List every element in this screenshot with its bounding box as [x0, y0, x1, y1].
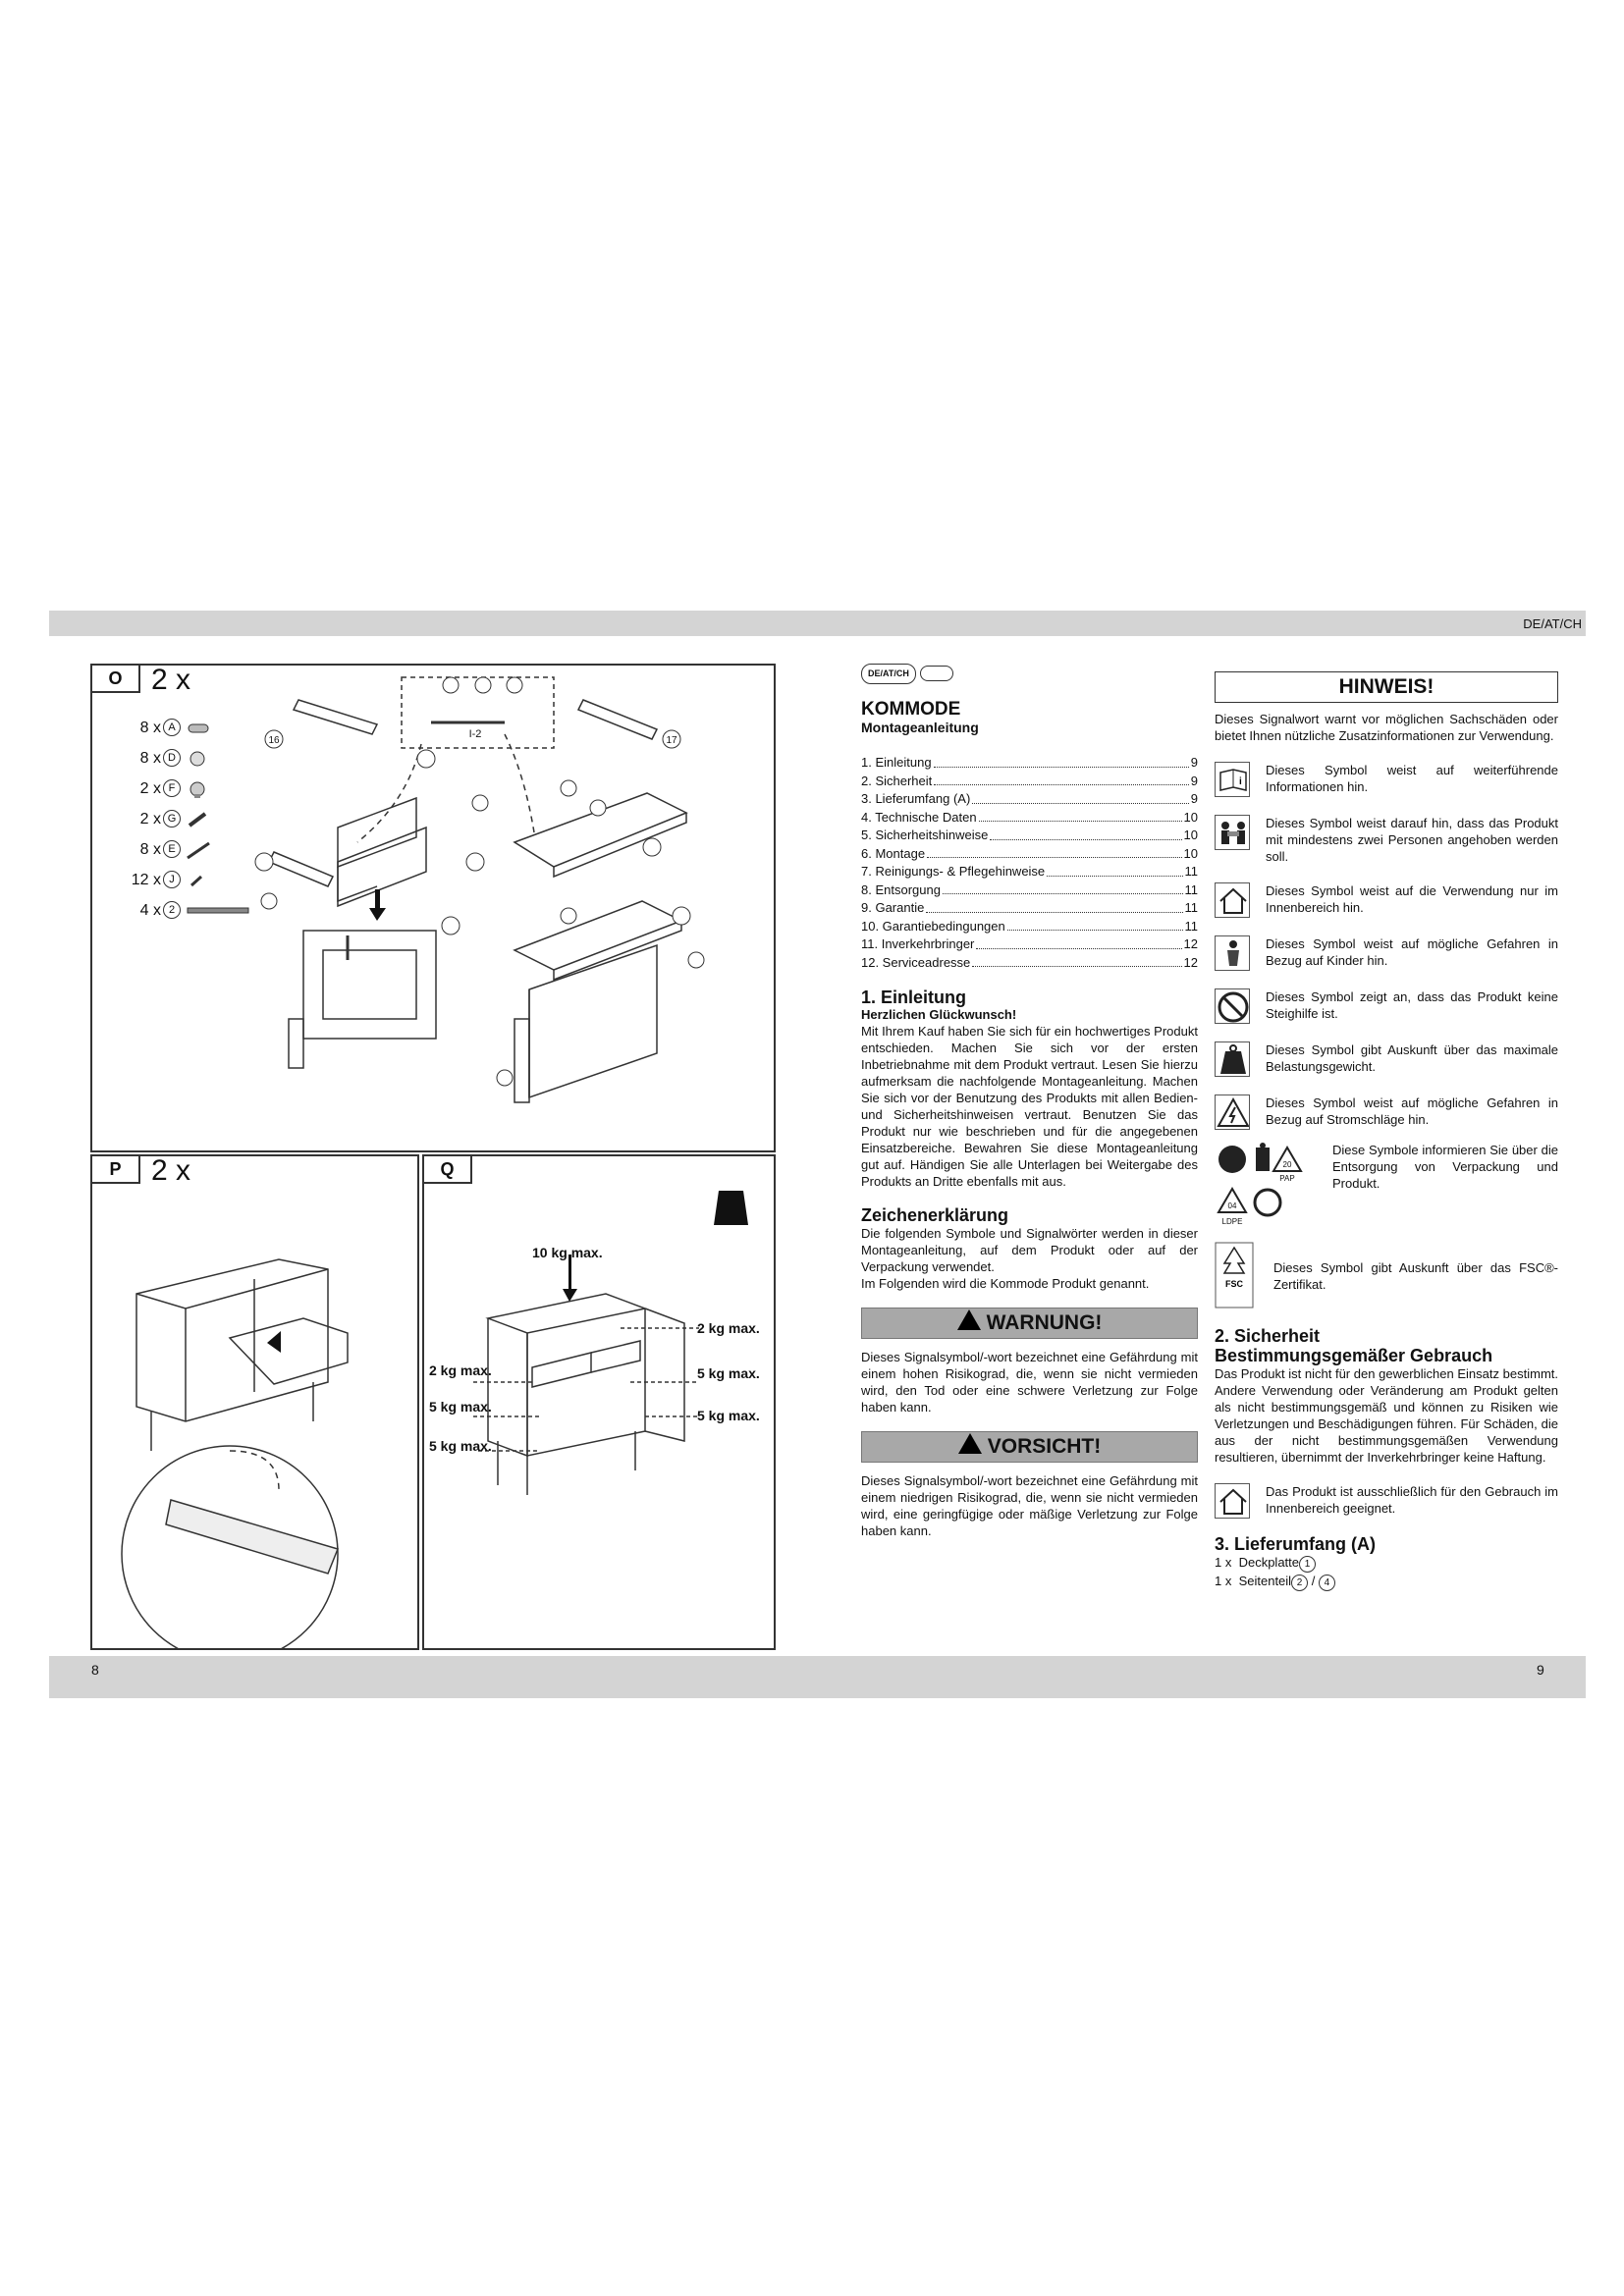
part-qty: 8 x [139, 841, 161, 858]
screw-icon [186, 840, 215, 860]
region-code: DE/AT/CH [1523, 616, 1582, 631]
part-qty: 4 x [139, 902, 161, 919]
toc-item[interactable]: 5. Sicherheitshinweise 10 [861, 828, 1198, 842]
panel-tag-q: Q [424, 1156, 472, 1184]
callout-16: 16 [268, 735, 280, 746]
symbol-row [1215, 882, 1558, 918]
language-badges [861, 664, 1198, 684]
section-heading-zeichen: Zeichenerklärung [861, 1205, 1009, 1225]
recycling-code: 04 [1227, 1201, 1237, 1210]
vorsicht-banner [861, 1431, 1198, 1463]
toc-item[interactable]: 8. Entsorgung 11 [861, 881, 1198, 897]
house-icon [1215, 1483, 1250, 1519]
info-book-icon [1215, 762, 1250, 797]
warnung-label: WARNUNG! [986, 1311, 1103, 1334]
indoor-use-text: Das Produkt ist ausschließlich für den Gebrauch im Innenbereich geeignet. [1266, 1484, 1558, 1516]
language-badge: DE/AT/CH [861, 664, 916, 684]
panel-count-o: 2 x [151, 664, 191, 696]
small-screw-icon [186, 871, 215, 890]
part-letter: A [163, 719, 181, 736]
recycling-code: LDPE [1221, 1217, 1243, 1226]
child-warning-icon [1215, 935, 1250, 971]
vorsicht-label: VORSICHT! [987, 1435, 1102, 1458]
part-qty: 2 x [139, 811, 161, 828]
toc-item[interactable]: 3. Lieferumfang (A) 9 [861, 791, 1198, 806]
part-row [112, 806, 230, 836]
symbol-row-indoor [1215, 1483, 1558, 1519]
zeichen-text: Die folgenden Symbole und Signalwörter werden in dieser Montageanleitung, auf dem Produkt oder auf der Verpackung verwendet. [861, 1226, 1198, 1274]
load-label-shelf-right-1: 5 kg max. [697, 1365, 760, 1381]
warnung-text: Dieses Signalsymbol/-wort bezeichnet eine Gefährdung mit einem hohen Risikograd, die, wenn sie nicht vermieden wird, den Tod oder eine schwere Verletzung zur Folge haben kann. [861, 1350, 1198, 1415]
load-label-bottom-left: 5 kg max. [429, 1438, 492, 1454]
recycling-code: PAP [1279, 1174, 1295, 1183]
document-title: KOMMODE [861, 699, 961, 720]
part-letter: E [163, 840, 181, 858]
section-subheading: Herzlichen Glückwunsch! [861, 1007, 1017, 1022]
drawer-insertion-illustration [92, 1156, 419, 1650]
toc-item[interactable]: 2. Sicherheit 9 [861, 773, 1198, 788]
part-letter: G [163, 810, 181, 828]
toc-item[interactable]: 1. Einleitung 9 [861, 755, 1198, 770]
part-row [112, 715, 230, 745]
part-number-badge: 2 [1291, 1575, 1308, 1591]
hinweis-banner: HINWEIS! [1215, 671, 1558, 703]
symbol-row [1215, 762, 1558, 797]
toc-item[interactable]: 6. Montage 10 [861, 845, 1198, 861]
panel-tag-p: P [92, 1156, 140, 1184]
recycling-icon [1215, 1142, 1323, 1230]
zeichen-text-2: Im Folgenden wird die Kommode Produkt genannt. [861, 1276, 1150, 1291]
load-label-shelf-right-2: 5 kg max. [697, 1408, 760, 1423]
part-letter: 2 [163, 901, 181, 919]
sicherheit-text: Das Produkt ist nicht für den gewerblichen Einsatz bestimmt. Andere Verwendung oder Veränderung am Produkt gelten als nicht bestimmungsgemäß und können zu Risiken wie Verletzungen und Beschädigungen führen. Für Schäden, die aus der nicht bestimmungsgemäßen Verwendung resultieren, übernimmt der Inverkehrbringer keine Haftung. [1215, 1366, 1558, 1465]
part-letter: D [163, 749, 181, 767]
toc-item[interactable]: 10. Garantiebedingungen 11 [861, 918, 1198, 934]
scope-item: 1 x Seitenteil 2 / 4 [1215, 1573, 1558, 1591]
symbol-description: Dieses Symbol weist auf weiterführende Informationen hin. [1266, 763, 1558, 794]
part-qty: 2 x [139, 780, 161, 797]
panel-tag-o: O [92, 666, 140, 693]
drawer-rail-icon [186, 901, 254, 921]
panel-count-p: 2 x [151, 1154, 191, 1187]
section-heading-lieferumfang: 3. Lieferumfang (A) [1215, 1534, 1377, 1554]
cam-lock-icon [186, 749, 215, 769]
warning-triangle-icon [957, 1309, 981, 1330]
callout-i2: I-2 [468, 728, 482, 740]
vorsicht-text: Dieses Signalsymbol/-wort bezeichnet eine Gefährdung mit einem niedrigen Risikograd, die, wenn sie nicht vermieden wird, eine geringfügige oder mäßige Verletzung zur Folge haben kann. [861, 1473, 1198, 1538]
fsc-description: Dieses Symbol gibt Auskunft über das FSC®-Zertifikat. [1273, 1260, 1558, 1292]
document-subtitle: Montageanleitung [861, 720, 979, 735]
assembly-panel-o [90, 664, 776, 1152]
part-qty: 12 x [131, 872, 161, 888]
fsc-label: FSC [1225, 1279, 1243, 1289]
part-number-badge: 4 [1319, 1575, 1335, 1591]
table-of-contents [861, 754, 1198, 972]
section-heading-einleitung: 1. Einleitung [861, 988, 967, 1007]
hinweis-text: Dieses Signalwort warnt vor möglichen Sachschäden oder bietet Ihnen nützliche Zusatzinformationen zur Verwendung. [1215, 712, 1558, 743]
symbol-description: Dieses Symbol zeigt an, dass das Produkt keine Steighilfe ist. [1266, 989, 1558, 1021]
page-number-right: 9 [1537, 1662, 1544, 1678]
house-icon [1215, 882, 1250, 918]
part-qty: 8 x [139, 720, 161, 736]
part-letter: F [163, 779, 181, 797]
footer-band [49, 1656, 1586, 1698]
symbol-description: Dieses Symbol gibt Auskunft über das maximale Belastungsgewicht. [1266, 1042, 1558, 1074]
symbol-row [1215, 815, 1558, 865]
toc-item[interactable]: 4. Technische Daten 10 [861, 809, 1198, 825]
warning-triangle-icon [958, 1433, 982, 1454]
warnung-banner [861, 1308, 1198, 1339]
recycling-symbols [1215, 1142, 1558, 1230]
manual-column-main [861, 664, 1198, 1539]
part-row [112, 836, 230, 867]
einleitung-text: Mit Ihrem Kauf haben Sie sich für ein hochwertiges Produkt entschieden. Machen Sie sich vor der ersten Inbetriebnahme mit dem Produkt vertraut. Lesen Sie hierzu aufmerksam die nachfolgende Montageanleitung. Machen Sie sich vor der Benutzung des Produkts mit allen Bedien- und Sicherheitshinweisen vertraut. Benutzen Sie das Produkt nur wie beschrieben und für die angegebenen Einsatzbereiche. Bewahren Sie diese Montageanleitung gut auf. Händigen Sie alle Unterlagen bei Weitergabe des Produkts an Dritte ebenfalls mit aus. [861, 1024, 1198, 1189]
section-subheading-gebrauch: Bestimmungsgemäßer Gebrauch [1215, 1346, 1493, 1365]
part-qty: 8 x [139, 750, 161, 767]
toc-item[interactable]: 7. Reinigungs- & Pflegehinweise 11 [861, 864, 1198, 879]
symbol-description: Dieses Symbol weist auf die Verwendung nur im Innenbereich hin. [1266, 883, 1558, 915]
part-number-badge: 1 [1299, 1556, 1316, 1573]
load-label-top: 10 kg max. [532, 1245, 603, 1260]
callout-17: 17 [666, 735, 677, 746]
page-number-left: 8 [91, 1662, 99, 1678]
electric-shock-icon [1215, 1095, 1250, 1130]
toc-item[interactable]: 11. Inverkehrbringer 12 [861, 936, 1198, 951]
part-row [112, 775, 230, 806]
fsc-row [1215, 1242, 1558, 1310]
part-letter: J [163, 871, 181, 888]
knob-icon [186, 779, 215, 799]
two-persons-icon [1215, 815, 1250, 850]
symbol-row [1215, 1095, 1558, 1130]
toc-item[interactable]: 9. Garantie 11 [861, 900, 1198, 915]
load-label-upper-right: 2 kg max. [697, 1320, 760, 1336]
symbol-description: Dieses Symbol weist auf mögliche Gefahren in Bezug auf Stromschläge hin. [1266, 1095, 1558, 1127]
svg-text:i: i [1239, 776, 1242, 787]
section-heading-sicherheit: 2. Sicherheit [1215, 1326, 1321, 1346]
parts-list [112, 715, 230, 928]
toc-item[interactable]: 12. Serviceadresse 12 [861, 954, 1198, 970]
symbol-row [1215, 935, 1558, 971]
language-badge-blank [920, 666, 953, 681]
dowel-icon [186, 719, 215, 738]
recycling-description: Diese Symbole informieren Sie über die Entsorgung von Verpackung und Produkt. [1332, 1143, 1558, 1191]
symbol-description: Dieses Symbol weist auf mögliche Gefahren in Bezug auf Kinder hin. [1266, 936, 1558, 968]
part-row [112, 745, 230, 775]
bolt-icon [186, 810, 215, 829]
symbol-row [1215, 1041, 1558, 1077]
fsc-tree-icon [1215, 1242, 1254, 1308]
scope-item: 1 x Deckplatte 1 [1215, 1554, 1558, 1573]
recycling-code: 20 [1282, 1160, 1292, 1169]
max-weight-icon [1215, 1041, 1250, 1077]
load-label-drawer-left: 2 kg max. [429, 1362, 492, 1378]
part-row [112, 897, 230, 928]
symbol-description: Dieses Symbol weist darauf hin, dass das Produkt mit mindestens zwei Personen angehoben werden soll. [1266, 816, 1558, 864]
part-row [112, 867, 230, 897]
no-climbing-icon [1215, 988, 1250, 1024]
load-label-shelf-left: 5 kg max. [429, 1399, 492, 1415]
header-band [49, 611, 1586, 636]
manual-column-symbols [1215, 664, 1558, 1591]
assembly-panel-q [422, 1154, 776, 1650]
symbol-row [1215, 988, 1558, 1024]
assembly-panel-p [90, 1154, 419, 1650]
